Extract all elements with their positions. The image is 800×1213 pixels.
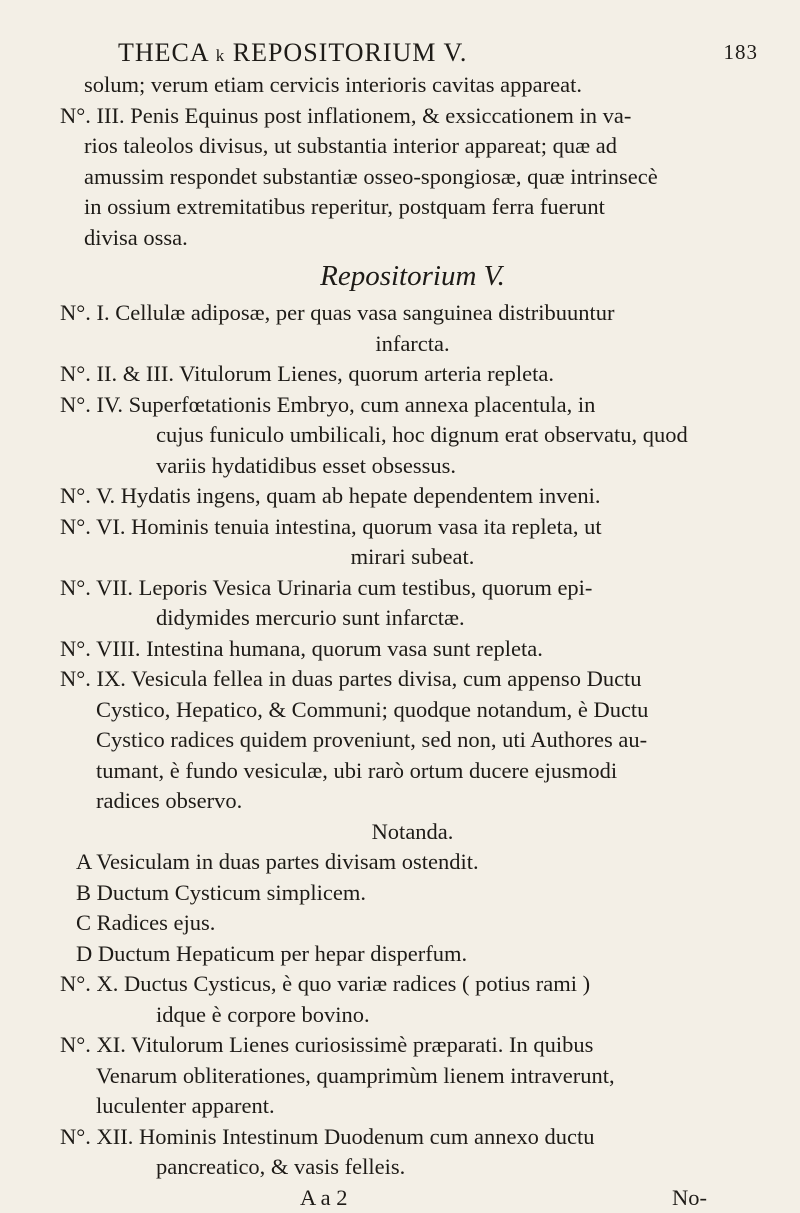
notanda-letter: B xyxy=(76,880,91,905)
page-number: 183 xyxy=(724,40,759,65)
notanda-item xyxy=(60,939,765,970)
notanda-list xyxy=(60,847,765,969)
entry-line: N°. V. Hydatis ingens, quam ab hepate dependentem inveni. xyxy=(60,481,765,512)
entry-continuation: infarcta. xyxy=(60,329,765,360)
entry-continuation: luculenter apparent. xyxy=(60,1091,765,1122)
entry-line: N°. III. Penis Equinus post inflationem, & exsiccationem in va- xyxy=(60,101,765,132)
entry-line: N°. VIII. Intestina humana, quorum vasa sunt repleta. xyxy=(60,634,765,665)
notanda-item xyxy=(60,908,765,939)
entry-line: N°. VI. Hominis tenuia intestina, quorum vasa ita repleta, ut xyxy=(60,512,765,543)
entry-continuation: variis hydatidibus esset obsessus. xyxy=(60,451,765,482)
entry-line: N°. XII. Hominis Intestinum Duodenum cum annexo ductu xyxy=(60,1122,765,1153)
entry-line: N°. VII. Leporis Vesica Urinaria cum testibus, quorum epi- xyxy=(60,573,765,604)
notanda-text: Vesiculam in duas partes divisam ostendit. xyxy=(96,849,478,874)
entry-continuation: didymides mercurio sunt infarctæ. xyxy=(60,603,765,634)
entry-line: N°. IV. Superfœtationis Embryo, cum annexa placentula, in xyxy=(60,390,765,421)
entry-continuation: tumant, è fundo vesiculæ, ubi rarò ortum ducere ejusmodi xyxy=(60,756,765,787)
entry-continuation: idque è corpore bovino. xyxy=(60,1000,765,1031)
repository-title: Repositorium V. xyxy=(60,256,765,296)
entry-line: divisa ossa. xyxy=(60,223,765,254)
entry-continuation: Venarum obliterationes, quamprimùm lienem intraverunt, xyxy=(60,1061,765,1092)
entry-line: N°. XI. Vitulorum Lienes curiosissimè præparati. In quibus xyxy=(60,1030,765,1061)
notanda-item xyxy=(60,847,765,878)
notanda-heading: Notanda. xyxy=(60,817,765,848)
entry-continuation: cujus funiculo umbilicali, hoc dignum erat observatu, quod xyxy=(60,420,765,451)
entry-continuation: Cystico, Hepatico, & Communi; quodque notandum, è Ductu xyxy=(60,695,765,726)
entry-line: N°. II. & III. Vitulorum Lienes, quorum arteria repleta. xyxy=(60,359,765,390)
catchword: No- xyxy=(672,1183,707,1213)
notanda-letter: C xyxy=(76,910,91,935)
entry-line: amussim respondet substantiæ osseo-spongiosæ, quæ intrinsecè xyxy=(60,162,765,193)
notanda-text: Ductum Hepaticum per hepar disperfum. xyxy=(98,941,467,966)
entry-continuation: pancreatico, & vasis felleis. xyxy=(60,1152,765,1183)
entry-line: N°. IX. Vesicula fellea in duas partes divisa, cum appenso Ductu xyxy=(60,664,765,695)
page-body xyxy=(60,70,765,1213)
entry-continuation: Cystico radices quidem proveniunt, sed non, uti Authores au- xyxy=(60,725,765,756)
notanda-letter: D xyxy=(76,941,92,966)
signature-mark: A a 2 xyxy=(300,1183,348,1213)
entry-continuation: mirari subeat. xyxy=(60,542,765,573)
section-number: V. xyxy=(443,38,467,67)
entry-line: N°. X. Ductus Cysticus, è quo variæ radices ( potius rami ) xyxy=(60,969,765,1000)
entry-line: rios taleolos divisus, ut substantia interior appareat; quæ ad xyxy=(60,131,765,162)
entries-list-continued xyxy=(60,969,765,1183)
entries-list xyxy=(60,298,765,817)
notanda-text: Ductum Cysticum simplicem. xyxy=(97,880,366,905)
running-title: THECA k REPOSITORIUM V. xyxy=(118,38,467,68)
entry-line: N°. I. Cellulæ adiposæ, per quas vasa sanguinea distribuuntur xyxy=(60,298,765,329)
entry-continuation: radices observo. xyxy=(60,786,765,817)
entry-line: in ossium extremitatibus reperitur, postquam ferra fuerunt xyxy=(60,192,765,223)
notanda-letter: A xyxy=(76,849,91,874)
notanda-item xyxy=(60,878,765,909)
notanda-text: Radices ejus. xyxy=(97,910,216,935)
continuation-line: solum; verum etiam cervicis interioris cavitas appareat. xyxy=(60,70,765,101)
page-footer xyxy=(60,1183,765,1213)
